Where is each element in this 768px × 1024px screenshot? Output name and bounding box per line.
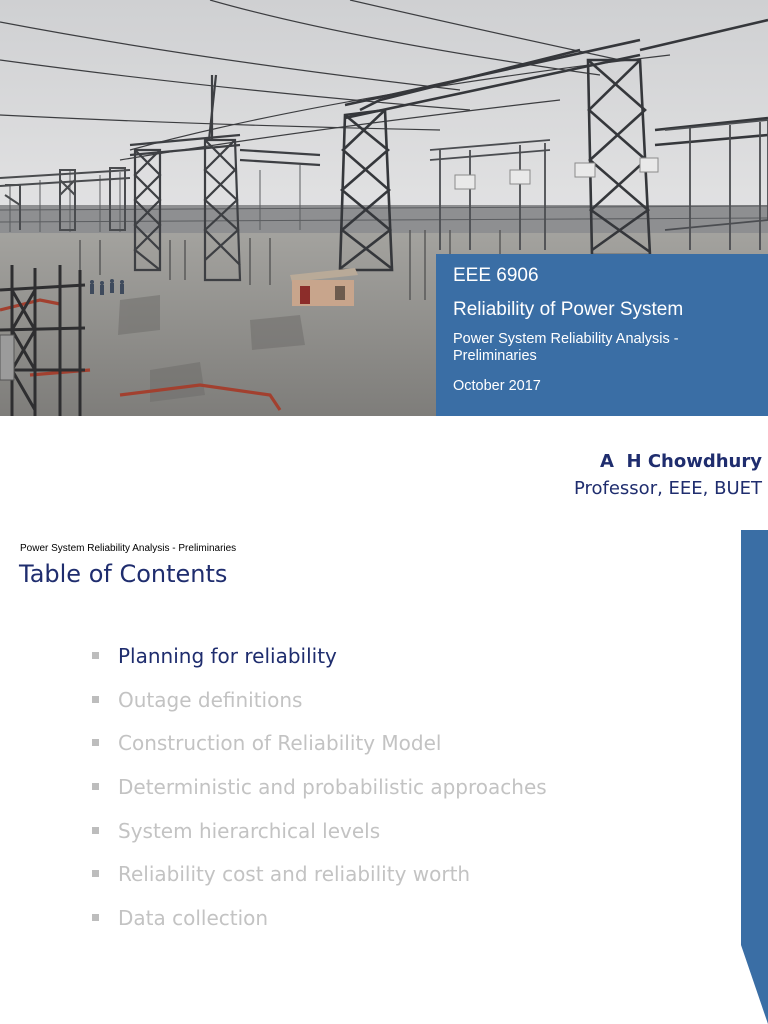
toc-item-hierarchy <box>92 819 547 863</box>
course-code: EEE 6906 <box>453 265 539 286</box>
toc-item-label: Data collection <box>118 906 269 931</box>
toc-item-label: Construction of Reliability Model <box>118 731 442 756</box>
toc-item-model <box>92 731 547 775</box>
author-name: A H Chowdhury <box>600 451 762 472</box>
toc-item-outage <box>92 688 547 732</box>
toc-item-cost-worth <box>92 862 547 906</box>
author-role: Professor, EEE, BUET <box>573 478 762 499</box>
presentation-date: October 2017 <box>453 378 541 394</box>
toc-item-approaches <box>92 775 547 819</box>
slide-header: Power System Reliability Analysis - Preliminaries <box>20 543 237 554</box>
author-block <box>574 449 762 503</box>
toc-item-label: System hierarchical levels <box>118 818 381 843</box>
toc-item-label: Planning for reliability <box>118 644 337 668</box>
toc-item-label: Reliability cost and reliability worth <box>118 862 471 887</box>
bullet-icon <box>92 827 99 834</box>
toc-slide <box>0 530 768 1024</box>
slide-subtitle: Power System Reliability Analysis - Preliminaries <box>453 331 679 364</box>
side-accent-band <box>738 530 768 1024</box>
toc-item-label: Deterministic and probabilistic approaches <box>118 775 547 800</box>
title-box <box>436 254 768 416</box>
toc-list <box>92 644 547 950</box>
course-title: Reliability of Power System <box>453 299 684 320</box>
toc-item-data-collection <box>92 906 547 950</box>
toc-item-label: Outage definitions <box>118 687 303 712</box>
bullet-icon <box>92 739 99 746</box>
bullet-icon <box>92 652 99 659</box>
bullet-icon <box>92 696 99 703</box>
toc-title: Table of Contents <box>19 560 228 588</box>
bullet-icon <box>92 914 99 921</box>
bullet-icon <box>92 783 99 790</box>
toc-item-planning <box>92 644 547 688</box>
bullet-icon <box>92 870 99 877</box>
